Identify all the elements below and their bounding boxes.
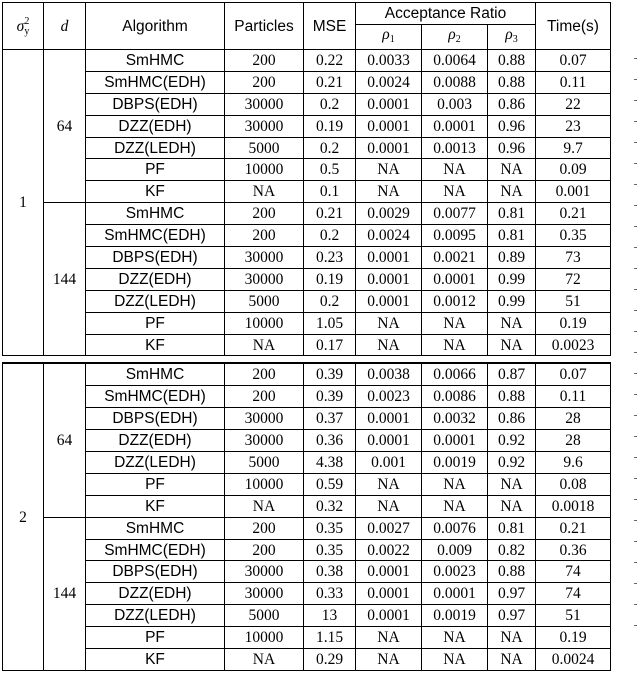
- time-cell: 9.6: [536, 452, 611, 474]
- edge-mark: [634, 541, 637, 542]
- rho3-cell: NA: [488, 627, 536, 649]
- table-row: [3, 539, 611, 561]
- table-row: [3, 386, 611, 408]
- table-row: [3, 517, 611, 539]
- table-row: [3, 312, 611, 334]
- particles-cell: 200: [225, 225, 304, 247]
- rho3-cell: NA: [488, 473, 536, 495]
- rho2-cell: NA: [422, 627, 488, 649]
- rho3-cell: NA: [488, 312, 536, 334]
- algorithm-cell: PF: [86, 627, 225, 649]
- table-row: [3, 561, 611, 583]
- rho1-cell: NA: [356, 159, 422, 181]
- edge-mark: [634, 79, 637, 80]
- table-row: [3, 495, 611, 517]
- algorithm-cell: DZZ(EDH): [86, 268, 225, 290]
- edge-mark: [634, 562, 637, 563]
- particles-cell: 10000: [225, 312, 304, 334]
- mse-cell: 0.35: [304, 517, 356, 539]
- time-cell: 23: [536, 115, 611, 137]
- rho2-cell: NA: [422, 181, 488, 203]
- rho3-cell: 0.96: [488, 115, 536, 137]
- rho3-cell: 0.86: [488, 408, 536, 430]
- particles-cell: 200: [225, 50, 304, 72]
- rho3-cell: 0.97: [488, 605, 536, 627]
- particles-cell: 200: [225, 203, 304, 225]
- rho1-cell: 0.0001: [356, 290, 422, 312]
- rho2-cell: 0.0001: [422, 430, 488, 452]
- rho1-cell: 0.0027: [356, 517, 422, 539]
- mse-cell: 0.21: [304, 203, 356, 225]
- particles-cell: 200: [225, 539, 304, 561]
- mse-cell: 0.22: [304, 50, 356, 72]
- algorithm-cell: PF: [86, 473, 225, 495]
- table-row: [3, 452, 611, 474]
- particles-cell: 5000: [225, 605, 304, 627]
- rho3-cell: 0.81: [488, 203, 536, 225]
- algorithm-cell: SmHMC: [86, 203, 225, 225]
- rho2-cell: NA: [422, 473, 488, 495]
- particles-cell: 30000: [225, 268, 304, 290]
- algorithm-cell: DZZ(EDH): [86, 430, 225, 452]
- rho3-cell: NA: [488, 649, 536, 671]
- mse-cell: 4.38: [304, 452, 356, 474]
- rho3-cell: NA: [488, 159, 536, 181]
- edge-mark: [634, 142, 637, 143]
- mse-cell: 0.23: [304, 247, 356, 269]
- rho3-cell: 0.92: [488, 430, 536, 452]
- particles-cell: 10000: [225, 627, 304, 649]
- particles-cell: NA: [225, 649, 304, 671]
- edge-mark: [634, 436, 637, 437]
- table-row: [3, 137, 611, 159]
- algorithm-cell: KF: [86, 181, 225, 203]
- algorithm-cell: DBPS(EDH): [86, 408, 225, 430]
- particles-cell: 200: [225, 386, 304, 408]
- time-cell: 0.001: [536, 181, 611, 203]
- mse-cell: 1.15: [304, 627, 356, 649]
- algorithm-cell: KF: [86, 495, 225, 517]
- rho1-cell: 0.0001: [356, 605, 422, 627]
- sigma-cell: 2: [3, 363, 44, 670]
- rho1-cell: 0.0023: [356, 386, 422, 408]
- edge-mark: [634, 394, 637, 395]
- algorithm-cell: SmHMC(EDH): [86, 225, 225, 247]
- table-header: [3, 3, 611, 50]
- algorithm-cell: SmHMC: [86, 363, 225, 385]
- time-cell: 74: [536, 561, 611, 583]
- rho1-cell: 0.0001: [356, 561, 422, 583]
- algorithm-cell: DZZ(LEDH): [86, 605, 225, 627]
- table-row: [3, 247, 611, 269]
- table-row: [3, 408, 611, 430]
- rho1-cell: 0.0033: [356, 50, 422, 72]
- rho2-cell: 0.0064: [422, 50, 488, 72]
- edge-mark: [634, 604, 637, 605]
- rho3-cell: 0.99: [488, 290, 536, 312]
- rho3-cell: 0.88: [488, 50, 536, 72]
- time-cell: 74: [536, 583, 611, 605]
- mse-cell: 13: [304, 605, 356, 627]
- particles-cell: 200: [225, 71, 304, 93]
- rho3-cell: 0.96: [488, 137, 536, 159]
- results-table: [2, 2, 611, 671]
- algorithm-cell: DZZ(EDH): [86, 583, 225, 605]
- rho2-cell: 0.0019: [422, 452, 488, 474]
- time-cell: 0.07: [536, 363, 611, 385]
- rho1-cell: 0.0024: [356, 225, 422, 247]
- mse-cell: 0.32: [304, 495, 356, 517]
- rho1-cell: 0.001: [356, 452, 422, 474]
- sigma-header: $\sigma^2_y$: [3, 3, 44, 50]
- rho2-cell: 0.0013: [422, 137, 488, 159]
- time-cell: 9.7: [536, 137, 611, 159]
- edge-mark: [634, 289, 637, 290]
- sigma-cell: 1: [3, 50, 44, 356]
- rho2-cell: 0.0066: [422, 363, 488, 385]
- rho2-cell: NA: [422, 649, 488, 671]
- table-row: [3, 473, 611, 495]
- table-row: [3, 649, 611, 671]
- edge-mark: [634, 457, 637, 458]
- edge-mark: [634, 478, 637, 479]
- time-cell: 0.0024: [536, 649, 611, 671]
- rho2-cell: NA: [422, 159, 488, 181]
- mse-cell: 0.1: [304, 181, 356, 203]
- table-row: [3, 50, 611, 72]
- mse-cell: 0.35: [304, 539, 356, 561]
- time-cell: 0.19: [536, 312, 611, 334]
- time-cell: 22: [536, 93, 611, 115]
- rho1-cell: 0.0001: [356, 268, 422, 290]
- particles-cell: 5000: [225, 290, 304, 312]
- table-row: [3, 181, 611, 203]
- time-cell: 0.11: [536, 71, 611, 93]
- rho3-cell: NA: [488, 181, 536, 203]
- algorithm-header: Algorithm: [86, 3, 225, 50]
- time-cell: 0.21: [536, 517, 611, 539]
- rho3-cell: 0.81: [488, 517, 536, 539]
- mse-cell: 0.33: [304, 583, 356, 605]
- rho3-cell: NA: [488, 495, 536, 517]
- time-cell: 0.0023: [536, 334, 611, 356]
- rho3-cell: 0.97: [488, 583, 536, 605]
- edge-mark: [634, 625, 637, 626]
- mse-cell: 0.39: [304, 363, 356, 385]
- mse-cell: 0.2: [304, 137, 356, 159]
- algorithm-cell: DZZ(LEDH): [86, 137, 225, 159]
- rho3-cell: 0.99: [488, 268, 536, 290]
- table-row: [3, 225, 611, 247]
- rho2-header: $\rho_2$: [422, 25, 488, 50]
- rho2-cell: NA: [422, 312, 488, 334]
- rho3-cell: 0.88: [488, 71, 536, 93]
- algorithm-cell: KF: [86, 334, 225, 356]
- rho2-cell: 0.0019: [422, 605, 488, 627]
- rho3-cell: 0.86: [488, 93, 536, 115]
- rho3-cell: 0.88: [488, 386, 536, 408]
- algorithm-cell: DZZ(EDH): [86, 115, 225, 137]
- particles-cell: 30000: [225, 247, 304, 269]
- rho1-cell: 0.0001: [356, 408, 422, 430]
- rho1-cell: NA: [356, 495, 422, 517]
- rho2-cell: 0.0001: [422, 268, 488, 290]
- d-header: d: [44, 3, 86, 50]
- rho2-cell: 0.0086: [422, 386, 488, 408]
- rho2-cell: 0.0001: [422, 115, 488, 137]
- mse-header: MSE: [304, 3, 356, 50]
- table-row: [3, 290, 611, 312]
- mse-cell: 0.19: [304, 115, 356, 137]
- particles-cell: NA: [225, 495, 304, 517]
- table-row: [3, 203, 611, 225]
- rho1-cell: NA: [356, 334, 422, 356]
- table-row: [3, 159, 611, 181]
- table-row: [3, 583, 611, 605]
- table-row: [3, 334, 611, 356]
- rho2-cell: 0.0077: [422, 203, 488, 225]
- rho1-cell: 0.0001: [356, 93, 422, 115]
- rho1-header: $\rho_1$: [356, 25, 422, 50]
- time-cell: 0.21: [536, 203, 611, 225]
- rho1-cell: NA: [356, 181, 422, 203]
- algorithm-cell: SmHMC(EDH): [86, 386, 225, 408]
- particles-cell: 30000: [225, 561, 304, 583]
- mse-cell: 0.37: [304, 408, 356, 430]
- rho2-cell: 0.0076: [422, 517, 488, 539]
- mse-cell: 0.39: [304, 386, 356, 408]
- mse-cell: 0.5: [304, 159, 356, 181]
- rho1-cell: 0.0001: [356, 115, 422, 137]
- rho1-cell: 0.0001: [356, 137, 422, 159]
- dimension-cell: 144: [44, 517, 86, 670]
- particles-cell: 5000: [225, 452, 304, 474]
- edge-mark: [634, 100, 637, 101]
- algorithm-cell: DZZ(LEDH): [86, 452, 225, 474]
- time-header: Time(s): [536, 3, 611, 50]
- rho2-cell: 0.0095: [422, 225, 488, 247]
- algorithm-cell: DBPS(EDH): [86, 247, 225, 269]
- rho2-cell: 0.0032: [422, 408, 488, 430]
- time-cell: 73: [536, 247, 611, 269]
- time-cell: 72: [536, 268, 611, 290]
- rho2-cell: NA: [422, 334, 488, 356]
- particles-cell: 200: [225, 363, 304, 385]
- mse-cell: 0.2: [304, 290, 356, 312]
- table-row: [3, 627, 611, 649]
- group-separator: [3, 356, 611, 364]
- time-cell: 0.11: [536, 386, 611, 408]
- particles-cell: 30000: [225, 583, 304, 605]
- mse-cell: 0.29: [304, 649, 356, 671]
- rho1-cell: NA: [356, 627, 422, 649]
- algorithm-cell: SmHMC(EDH): [86, 539, 225, 561]
- particles-cell: 10000: [225, 473, 304, 495]
- particles-cell: 30000: [225, 115, 304, 137]
- rho2-cell: 0.0023: [422, 561, 488, 583]
- dimension-cell: 64: [44, 363, 86, 517]
- particles-cell: 30000: [225, 430, 304, 452]
- time-cell: 28: [536, 430, 611, 452]
- rho3-cell: 0.92: [488, 452, 536, 474]
- algorithm-cell: DBPS(EDH): [86, 561, 225, 583]
- mse-cell: 0.19: [304, 268, 356, 290]
- edge-mark: [634, 352, 637, 353]
- algorithm-cell: PF: [86, 159, 225, 181]
- edge-mark: [634, 373, 637, 374]
- time-cell: 0.09: [536, 159, 611, 181]
- particles-cell: 30000: [225, 408, 304, 430]
- mse-cell: 0.21: [304, 71, 356, 93]
- rho3-cell: NA: [488, 334, 536, 356]
- time-cell: 51: [536, 605, 611, 627]
- algorithm-cell: SmHMC: [86, 517, 225, 539]
- rho1-cell: 0.0001: [356, 247, 422, 269]
- rho3-cell: 0.89: [488, 247, 536, 269]
- particles-cell: 200: [225, 517, 304, 539]
- rho3-header: $\rho_3$: [488, 25, 536, 50]
- rho3-cell: 0.81: [488, 225, 536, 247]
- mse-cell: 0.36: [304, 430, 356, 452]
- rho2-cell: 0.0021: [422, 247, 488, 269]
- edge-mark: [634, 163, 637, 164]
- table-row: [3, 93, 611, 115]
- rho2-cell: 0.003: [422, 93, 488, 115]
- mse-cell: 0.17: [304, 334, 356, 356]
- rho2-cell: 0.0012: [422, 290, 488, 312]
- mse-cell: 0.2: [304, 93, 356, 115]
- acceptance-ratio-header: Acceptance Ratio: [356, 3, 536, 25]
- rho1-cell: NA: [356, 649, 422, 671]
- edge-mark: [634, 247, 637, 248]
- time-cell: 0.35: [536, 225, 611, 247]
- edge-mark: [634, 226, 637, 227]
- algorithm-cell: SmHMC(EDH): [86, 71, 225, 93]
- table-row: [3, 605, 611, 627]
- mse-cell: 0.2: [304, 225, 356, 247]
- edge-mark: [634, 415, 637, 416]
- particles-header: Particles: [225, 3, 304, 50]
- edge-mark: [634, 520, 637, 521]
- time-cell: 0.07: [536, 50, 611, 72]
- rho1-cell: 0.0001: [356, 430, 422, 452]
- particles-cell: NA: [225, 181, 304, 203]
- rho1-cell: 0.0029: [356, 203, 422, 225]
- time-cell: 0.19: [536, 627, 611, 649]
- algorithm-cell: KF: [86, 649, 225, 671]
- algorithm-cell: SmHMC: [86, 50, 225, 72]
- table-row: [3, 430, 611, 452]
- dimension-cell: 64: [44, 50, 86, 203]
- rho1-cell: 0.0022: [356, 539, 422, 561]
- mse-cell: 0.38: [304, 561, 356, 583]
- rho3-cell: 0.82: [488, 539, 536, 561]
- particles-cell: 10000: [225, 159, 304, 181]
- rho2-cell: NA: [422, 495, 488, 517]
- rho1-cell: NA: [356, 312, 422, 334]
- rho2-cell: 0.0088: [422, 71, 488, 93]
- table-row: [3, 268, 611, 290]
- rho1-cell: 0.0038: [356, 363, 422, 385]
- time-cell: 51: [536, 290, 611, 312]
- edge-mark: [634, 310, 637, 311]
- rho2-cell: 0.009: [422, 539, 488, 561]
- table-row: [3, 363, 611, 385]
- rho1-cell: NA: [356, 473, 422, 495]
- rho3-cell: 0.88: [488, 561, 536, 583]
- edge-mark: [634, 58, 637, 59]
- table-row: [3, 115, 611, 137]
- mse-cell: 1.05: [304, 312, 356, 334]
- edge-mark: [634, 205, 637, 206]
- table-row: [3, 71, 611, 93]
- algorithm-cell: DZZ(LEDH): [86, 290, 225, 312]
- rho2-cell: 0.0001: [422, 583, 488, 605]
- edge-mark: [634, 184, 637, 185]
- mse-cell: 0.59: [304, 473, 356, 495]
- edge-mark: [634, 121, 637, 122]
- edge-mark: [634, 499, 637, 500]
- table-body: [3, 50, 611, 671]
- time-cell: 0.08: [536, 473, 611, 495]
- rho1-cell: 0.0001: [356, 583, 422, 605]
- separator-cell: [3, 356, 611, 364]
- time-cell: 0.36: [536, 539, 611, 561]
- particles-cell: 30000: [225, 93, 304, 115]
- algorithm-cell: DBPS(EDH): [86, 93, 225, 115]
- dimension-cell: 144: [44, 203, 86, 356]
- edge-mark: [634, 268, 637, 269]
- page-edge-marks: [632, 58, 640, 658]
- time-cell: 28: [536, 408, 611, 430]
- rho3-cell: 0.87: [488, 363, 536, 385]
- particles-cell: NA: [225, 334, 304, 356]
- edge-mark: [634, 331, 637, 332]
- time-cell: 0.0018: [536, 495, 611, 517]
- rho1-cell: 0.0024: [356, 71, 422, 93]
- particles-cell: 5000: [225, 137, 304, 159]
- algorithm-cell: PF: [86, 312, 225, 334]
- edge-mark: [634, 583, 637, 584]
